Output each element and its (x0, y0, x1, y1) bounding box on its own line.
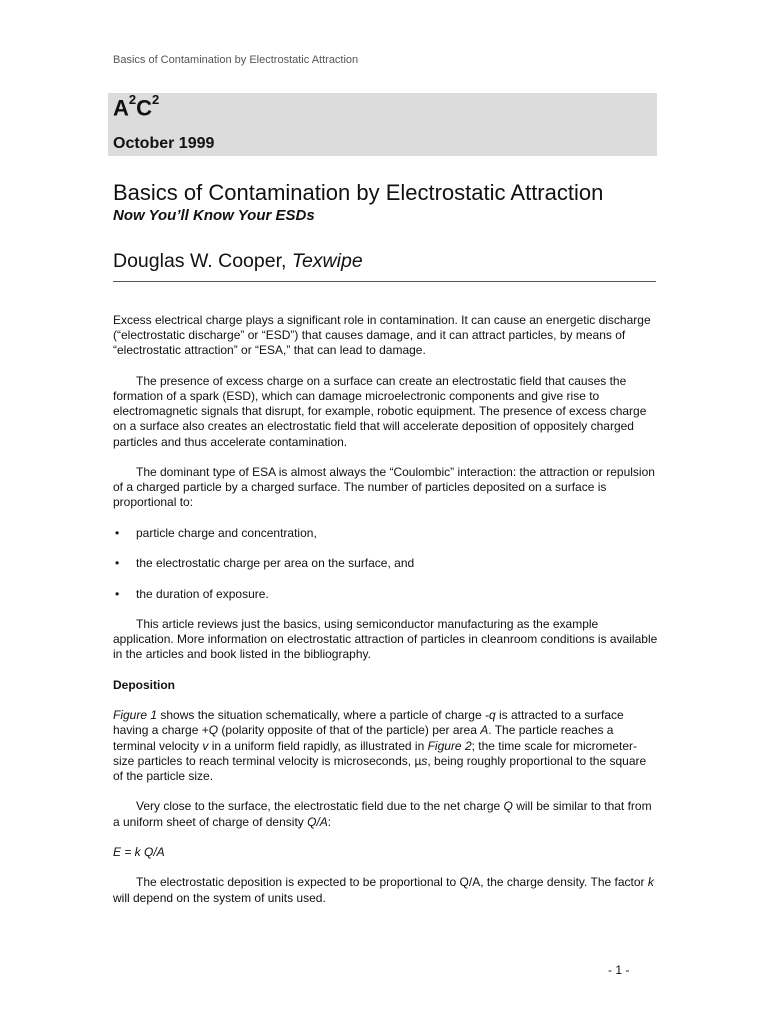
list-item: • particle charge and concentration, (113, 526, 658, 541)
page-number: - 1 - (608, 963, 630, 977)
article-subtitle: Now You’ll Know Your ESDs (113, 207, 315, 224)
list-item: • the duration of exposure. (113, 587, 658, 602)
proportionality-list (113, 526, 658, 602)
paragraph-field: Very close to the surface, the electrostatic field due to the net charge Q will be similar to that from a uniform sheet of charge of density Q/A: (113, 799, 652, 829)
section-heading-deposition: Deposition (113, 677, 175, 692)
paragraph-intro: Excess electrical charge plays a significant role in contamination. It can cause an energetic discharge (“electrostatic discharge” or “ESD”) that causes damage, and it can attract particles, by means of “electrostatic attraction” or “ESA,” that can lead to damage. (113, 313, 651, 358)
issue-date: October 1999 (113, 135, 215, 152)
author-name: Douglas W. Cooper, (113, 250, 292, 272)
paragraph-esa: The dominant type of ESA is almost always the “Coulombic” interaction: the attraction or repulsion of a charged particle by a charged surface. The number of particles deposited on a surface is proportional to: (113, 465, 655, 510)
running-header: Basics of Contamination by Electrostatic Attraction (113, 54, 359, 66)
paragraph-scope: This article reviews just the basics, using semiconductor manufacturing as the example application. More information on electrostatic attraction of particles in cleanroom conditions is available in the articles and book listed in the bibliography. (113, 616, 658, 662)
author-affiliation: Texwipe (291, 250, 363, 272)
paragraph-esd: The presence of excess charge on a surface can create an electrostatic field that causes the formation of a spark (ESD), which can damage microelectronic components and give rise to electromagnetic signals that disrupt, for example, robotic equipment. The presence of excess charge on a surface also creates an electrostatic field that will accelerate deposition of oppositely charged particles and thus accelerate contamination. (113, 373, 647, 449)
publication-logo: $A^2C^2$ (113, 92, 160, 121)
title-divider (113, 281, 656, 282)
byline (113, 250, 363, 273)
list-item: • the electrostatic charge per area on the surface, and (113, 556, 658, 571)
paragraph-charge-density: The electrostatic deposition is expected to be proportional to Q/A, the charge density. The factor k will depend on the system of units used. (113, 875, 654, 905)
equation: E = k Q/A (113, 844, 165, 859)
article-title: Basics of Contamination by Electrostatic Attraction (113, 180, 604, 205)
article-body (113, 313, 658, 921)
masthead-banner (108, 93, 657, 156)
paragraph-deposition: Figure 1 shows the situation schematically, where a particle of charge -q is attracted to a surface having a charge +Q (polarity opposite of that of the particle) per area A. The particle reaches a terminal velocity v in a uniform field rapidly, as illustrated in Figure 2; the time scale for micrometer-size particles to reach terminal velocity is microseconds, µs, being roughly proportional to the square of the particle size. (113, 708, 647, 783)
